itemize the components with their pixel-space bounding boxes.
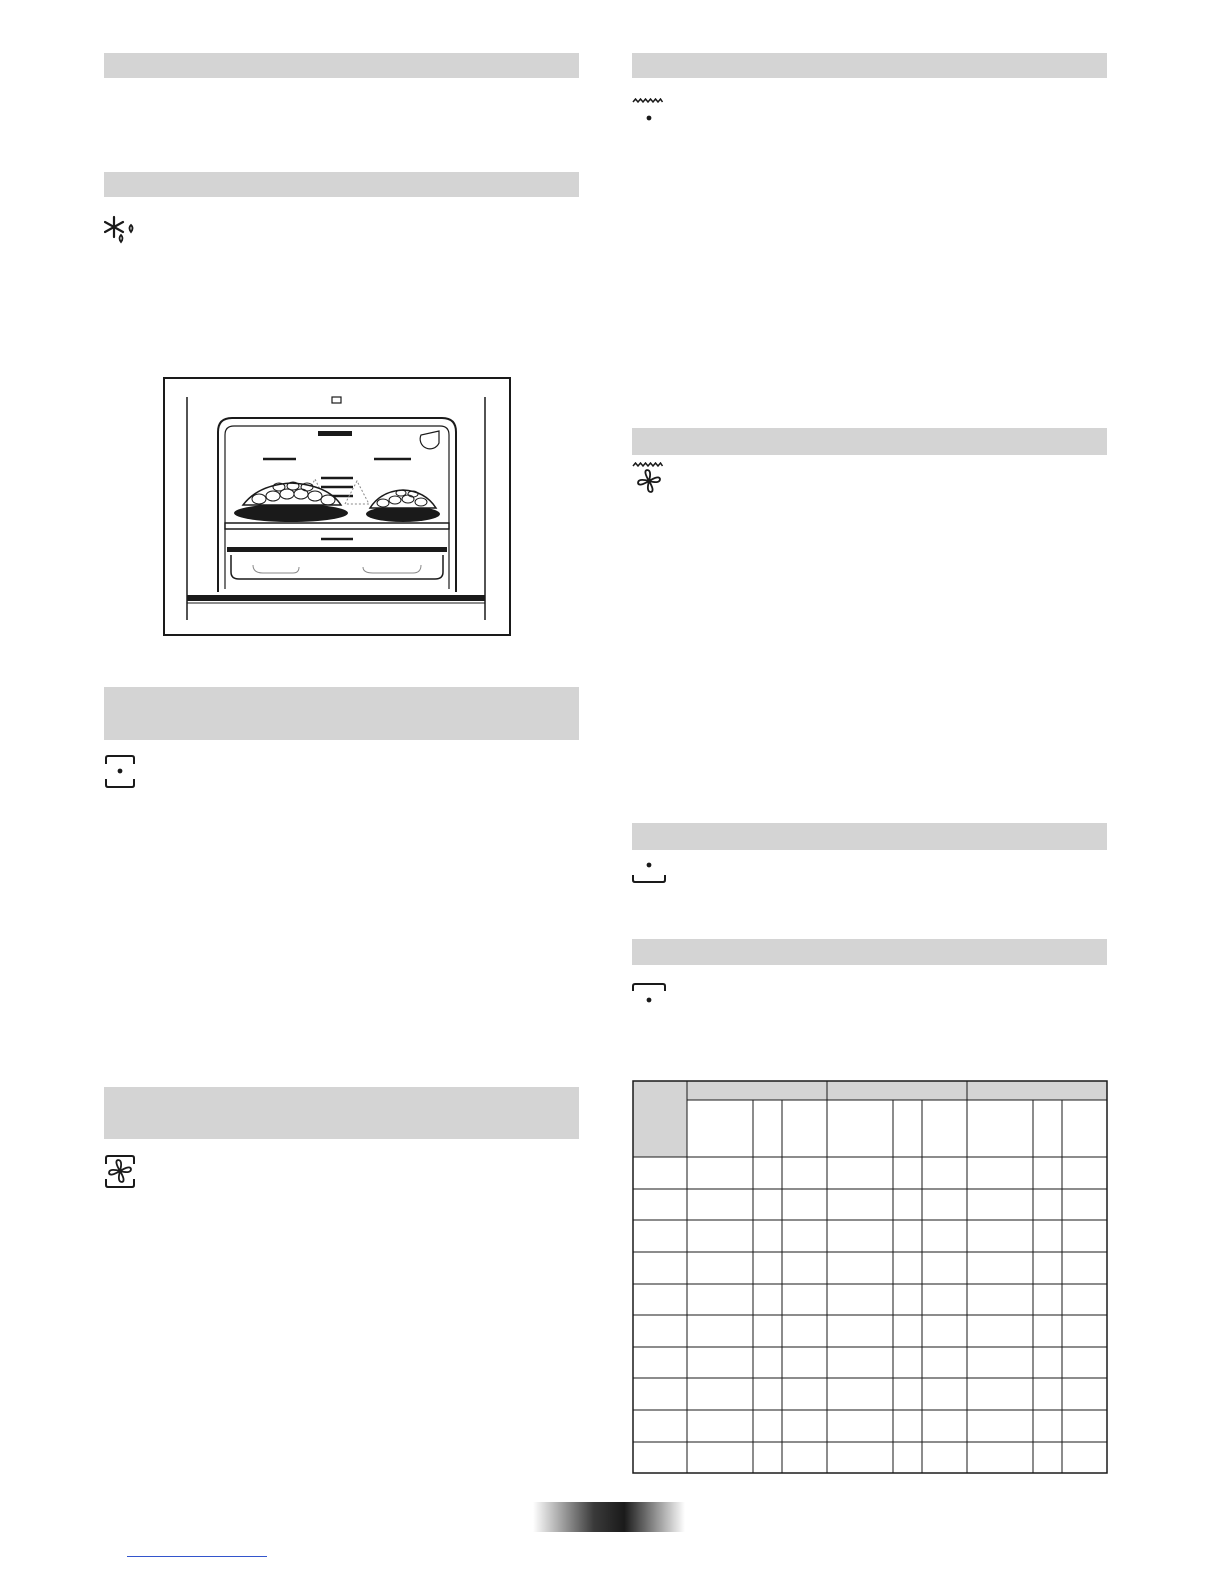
section-header-bar <box>104 172 579 197</box>
footer-link-underline[interactable] <box>127 1556 267 1557</box>
cooking-table <box>632 1080 1108 1480</box>
section-title <box>632 823 1107 831</box>
section-header-bar <box>632 939 1107 965</box>
section-header-bar <box>104 53 579 78</box>
bottom-heating-fan-icon <box>104 755 136 788</box>
defrost-icon <box>104 215 136 245</box>
grill-top-element-icon <box>632 98 666 124</box>
section-title <box>632 53 1107 61</box>
fan-grill-icon <box>104 1155 136 1188</box>
bottom-heat-icon <box>632 860 666 884</box>
section-title <box>104 687 579 695</box>
section-title <box>104 53 579 61</box>
section-title <box>104 172 579 180</box>
section-header-bar <box>632 53 1107 78</box>
turbo-grill-icon <box>632 462 666 494</box>
section-header-bar <box>104 1087 579 1139</box>
page-number-tab <box>533 1502 685 1532</box>
section-title <box>632 939 1107 947</box>
section-header-bar <box>632 823 1107 850</box>
section-title <box>104 1087 579 1095</box>
oven-interior-illustration <box>163 377 512 642</box>
section-header-bar <box>632 428 1107 455</box>
section-header-bar <box>104 687 579 740</box>
section-title <box>632 428 1107 436</box>
top-heat-icon <box>632 982 666 1006</box>
